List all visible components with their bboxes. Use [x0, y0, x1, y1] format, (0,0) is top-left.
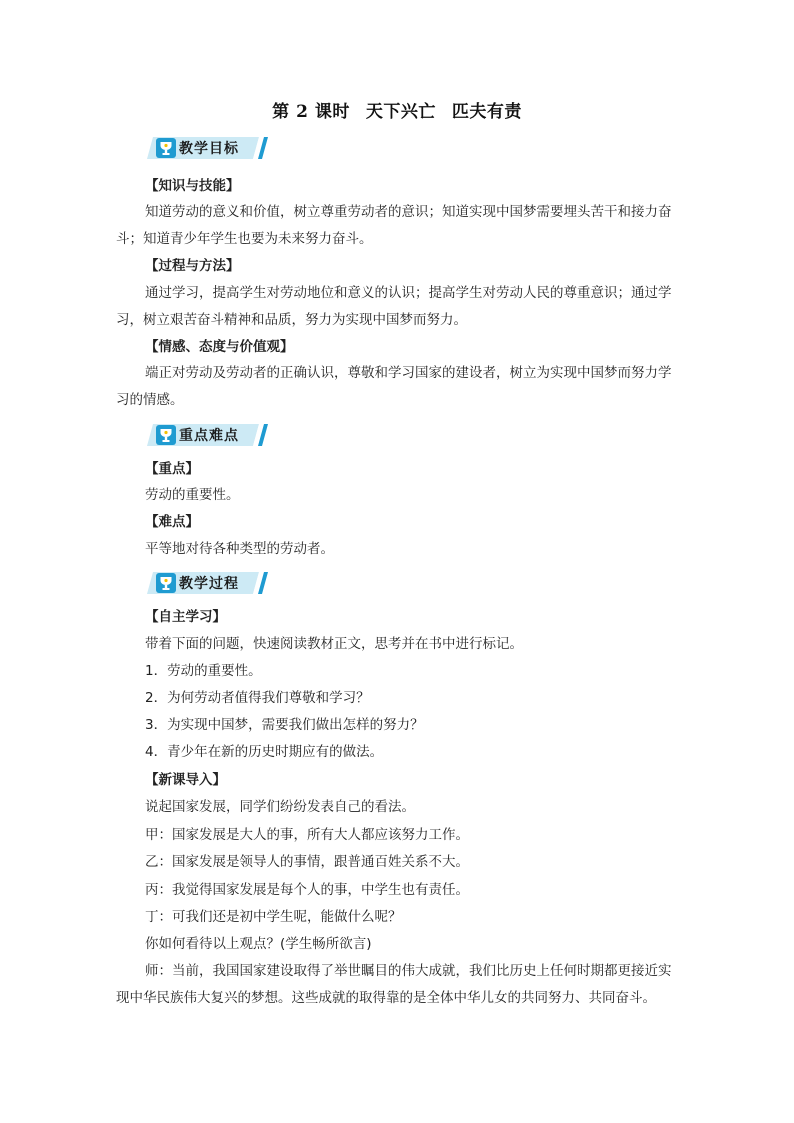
process-teacher-paragraph: 师：当前，我国国家建设取得了举世瞩目的伟大成就，我们比历史上任何时期都更接近实现中华民族伟大复兴的梦想。这些成就的取得靠的是全体中华儿女的共同努力、共同奋斗。	[116, 963, 672, 1006]
process-intro: 带着下面的问题，快速阅读教材正文，思考并在书中进行标记。	[145, 636, 523, 652]
process-line-3: 乙：国家发展是领导人的事情，跟普通百姓关系不大。	[145, 854, 469, 870]
title-lesson-number: 第 2 课时	[272, 102, 350, 122]
key-text-difficulty: 平等地对待各种类型的劳动者。	[145, 541, 334, 557]
trophy-icon	[156, 425, 176, 445]
section-title-process: 教学过程	[179, 576, 239, 592]
process-question-1: 1．劳动的重要性。	[145, 663, 262, 679]
key-heading-focus: 【重点】	[145, 461, 199, 477]
process-line-4: 丙：我觉得国家发展是每个人的事，中学生也有责任。	[145, 882, 469, 898]
goals-paragraph-emotion: 端正对劳动及劳动者的正确认识，尊敬和学习国家的建设者，树立为实现中国梦而努力学习的情感。	[116, 365, 672, 408]
process-line-5: 丁：可我们还是初中学生呢，能做什么呢？	[145, 909, 402, 925]
title-phrase-2: 匹夫有责	[451, 102, 522, 122]
process-heading-intro: 【新课导入】	[145, 772, 226, 788]
goals-paragraph-process: 通过学习，提高学生对劳动地位和意义的认识；提高学生对劳动人民的尊重意识；通过学习，树立艰苦奋斗精神和品质，努力为实现中国梦而努力。	[116, 285, 672, 328]
process-line-6: 你如何看待以上观点？(学生畅所欲言)	[145, 936, 372, 952]
section-title-goals: 教学目标	[179, 141, 239, 157]
section-banner-process	[147, 570, 272, 596]
key-text-focus: 劳动的重要性。	[145, 487, 240, 503]
process-question-4: 4．青少年在新的历史时期应有的做法。	[145, 744, 384, 760]
title-phrase-1: 天下兴亡	[365, 102, 436, 122]
process-question-3: 3．为实现中国梦，需要我们做出怎样的努力？	[145, 717, 424, 733]
page-title	[0, 97, 794, 122]
process-line-2: 甲：国家发展是大人的事，所有大人都应该努力工作。	[145, 827, 469, 843]
section-banner-goals	[147, 135, 272, 161]
process-line-1: 说起国家发展，同学们纷纷发表自己的看法。	[145, 799, 415, 815]
section-banner-key	[147, 422, 272, 448]
key-heading-difficulty: 【难点】	[145, 514, 199, 530]
goals-paragraph-knowledge: 知道劳动的意义和价值，树立尊重劳动者的意识；知道实现中国梦需要埋头苦干和接力奋斗；知道青少年学生也要为未来努力奋斗。	[116, 204, 672, 247]
goals-heading-process: 【过程与方法】	[145, 258, 240, 274]
process-heading-self-study: 【自主学习】	[145, 609, 226, 625]
trophy-icon	[156, 138, 176, 158]
trophy-icon	[156, 573, 176, 593]
section-title-key: 重点难点	[179, 428, 239, 444]
goals-heading-knowledge: 【知识与技能】	[145, 178, 240, 194]
goals-heading-emotion: 【情感、态度与价值观】	[145, 339, 294, 355]
process-question-2: 2．为何劳动者值得我们尊敬和学习？	[145, 690, 370, 706]
